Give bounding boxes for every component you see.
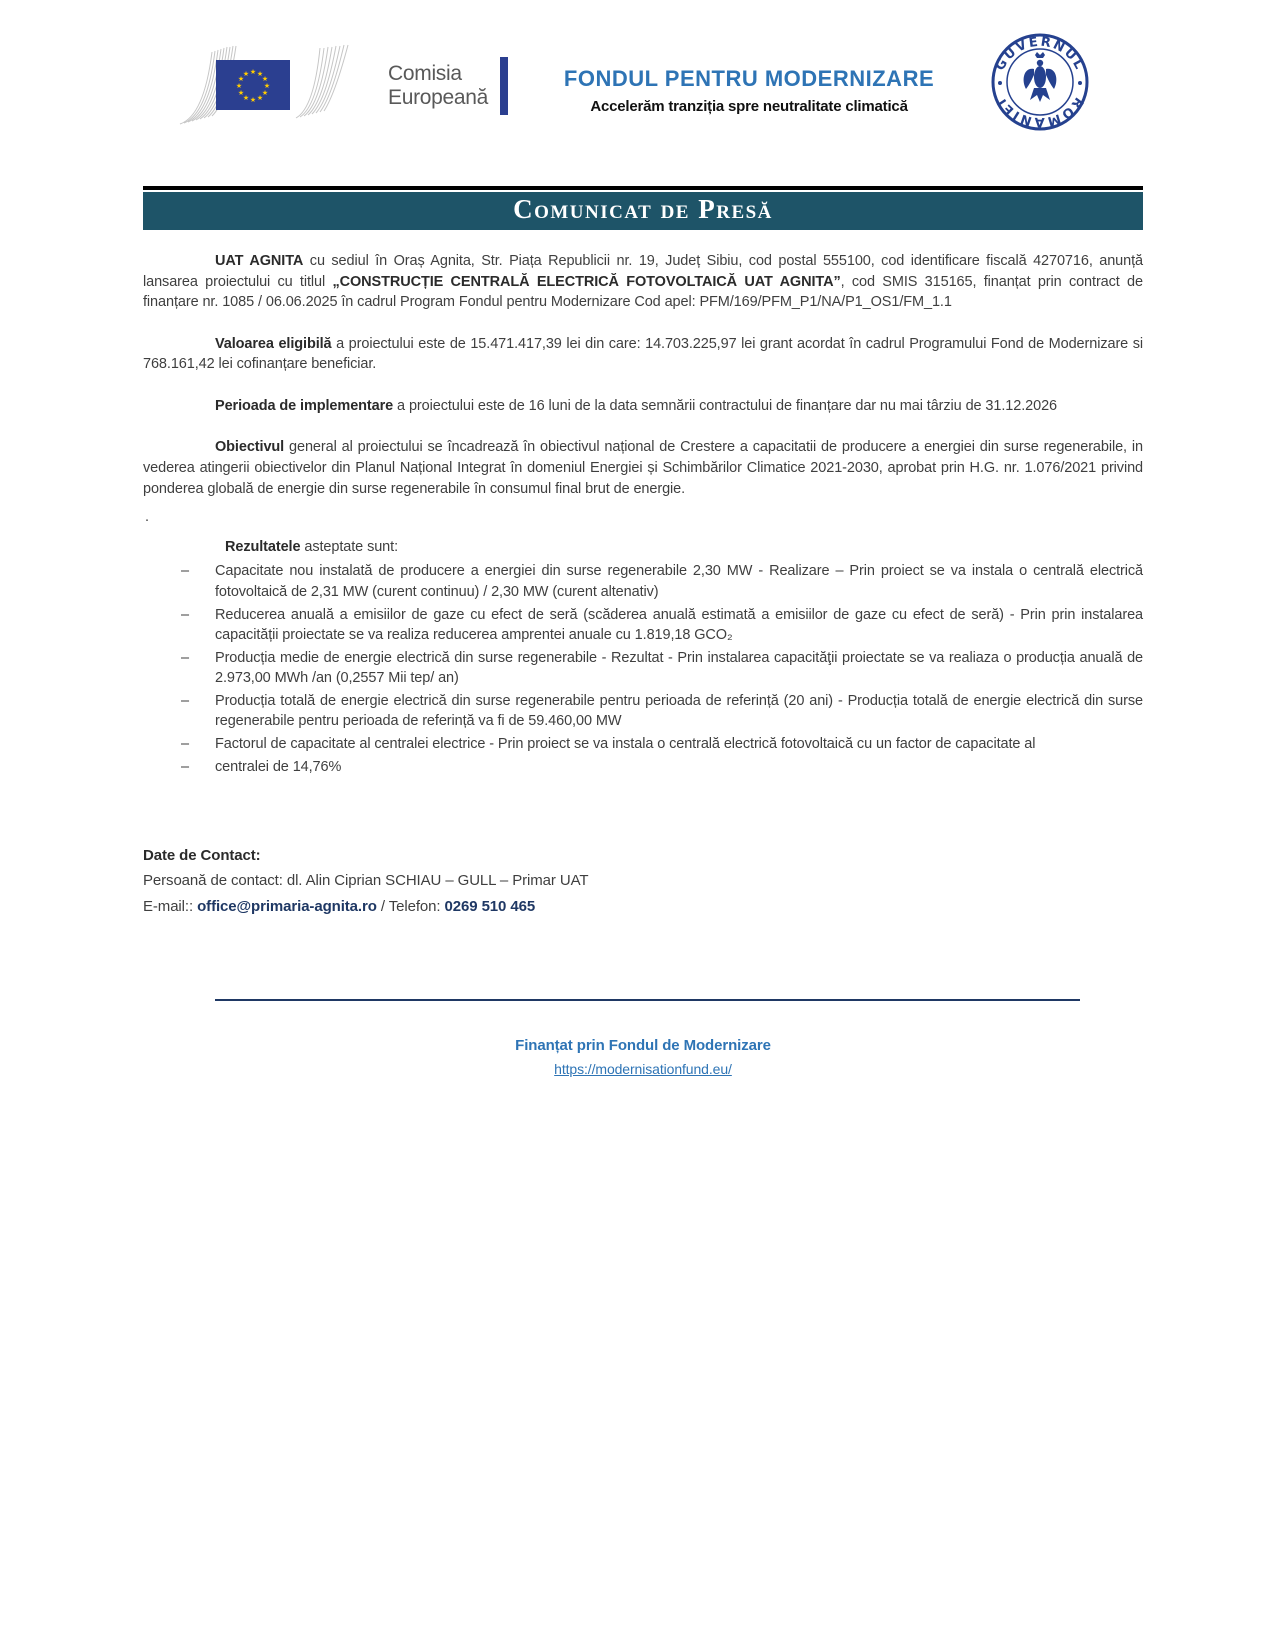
period-label: Perioada de implementare [215, 397, 394, 414]
dash-marker: – [181, 649, 189, 666]
stray-dot: . [145, 509, 149, 526]
paragraph-intro [143, 251, 1143, 313]
result-item [143, 757, 1143, 778]
results-heading-rest: asteptate sunt: [300, 538, 399, 555]
eu-flag-icon [178, 38, 378, 134]
title-banner-zone [143, 186, 1143, 230]
eu-name-line2: Europeană [388, 86, 489, 109]
eu-commission-name [388, 62, 488, 110]
svg-text:★: ★ [256, 70, 264, 78]
objective-label: Obiectivul [215, 439, 285, 456]
svg-text:GUVERNUL: GUVERNUL [992, 34, 1088, 74]
result-item-text: Reducerea anuală a emisiilor de gaze cu efect de seră (scăderea anuală estimată a emisiilor de gaze cu efect de seră) - Prin prin instalarea capacității proiectate se va realiza reducerea amprentei anuale cu 1.819,18 GCO₂ [215, 606, 1143, 644]
result-item [143, 605, 1143, 646]
program-subtitle: Accelerăm tranziția spre neutralitate climatică [590, 98, 908, 115]
contact-section [143, 845, 1143, 917]
dash-marker: – [181, 563, 189, 580]
program-title: FONDUL PENTRU MODERNIZARE [563, 66, 935, 91]
contact-person: Persoană de contact: dl. Alin Ciprian SCHIAU – GULL – Primar UAT [143, 872, 589, 890]
svg-text:★: ★ [261, 89, 269, 97]
intro-text-2: , cod SMIS 315165, finanțat prin contract de finanțare nr. 1085 / 06.06.2025 în cadrul Program Fondul pentru Modernizare Cod apel: PFM/169/PFM_P1/NA/P1_OS1/FM_1.1 [143, 273, 1143, 311]
dash-marker: – [181, 692, 189, 709]
eu-name-line1: Comisia [388, 61, 462, 85]
paragraph-value [143, 334, 1143, 375]
romanian-government-seal-icon [990, 30, 1090, 134]
results-heading [143, 537, 1143, 558]
press-release-title: Comunicat de Presă [143, 192, 1143, 230]
intro-text-1: cu sediul în Oraș Agnita, Str. Piața Republicii nr. 19, Județ Sibiu, cod postal 555100, cod identificare fiscală 4270716, anunță lansarea proiectului cu titlul [143, 253, 1143, 290]
email-label: E-mail:: [143, 897, 198, 915]
objective-text: general al proiectului se încadrează în obiectivul național de Crestere a capacitatii de producere a energiei din surse regenerabile, in vederea atingerii obiectivelor din Planul Național Integrat în domeniul Energiei și Schimbărilor Climatice 2021-2030, aprobat prin H.G. nr. 1.076/2021 privind ponderea globală de energie din surse regenerabile în consumul final brut de energie. [143, 439, 1143, 497]
dash-marker: – [181, 758, 189, 775]
result-item-text: Factorul de capacitate al centralei electrice - Prin proiect se va instala o centrală electrică fotovoltaică cu un factor de capacitate al [215, 735, 1036, 752]
paragraph-period [143, 396, 1143, 417]
email-link[interactable]: office@primaria-agnita.ro [197, 897, 377, 915]
svg-text:★: ★ [237, 75, 245, 83]
svg-text:★: ★ [249, 96, 257, 104]
results-list [143, 561, 1143, 777]
result-item [143, 561, 1143, 602]
svg-text:★: ★ [256, 94, 264, 102]
results-heading-lead: Rezultatele [225, 538, 301, 555]
svg-text:ROMÂNIEI: ROMÂNIEI [993, 94, 1086, 130]
eu-logo-bar [500, 57, 508, 115]
svg-text:★: ★ [263, 82, 271, 90]
period-text: a proiectului este de 16 luni de la data semnării contractului de finanțare dar nu mai târziu de 31.12.2026 [393, 397, 1058, 414]
project-title: „CONSTRUCȚIE CENTRALĂ ELECTRICĂ FOTOVOLTAICĂ UAT AGNITA” [332, 273, 841, 290]
contact-email-line [143, 896, 1143, 917]
result-item-text: Producția totală de energie electrică din surse regenerabile pentru perioada de referință (20 ani) - Producția totală de energie electrică din surse regenerabile pentru perioada de referință va fi de 59.460,00 MW [215, 692, 1143, 730]
funded-by-text: Finanțat prin Fondul de Modernizare [515, 1037, 771, 1055]
result-item [143, 691, 1143, 732]
phone-label: / Telefon: [376, 897, 445, 915]
svg-text:★: ★ [242, 70, 250, 78]
result-item [143, 734, 1143, 755]
program-header [508, 38, 990, 115]
result-item-text: centralei de 14,76% [215, 758, 342, 775]
result-item-text: Capacitate nou instalată de producere a energiei din surse regenerabile 2,30 MW - Realizare – Prin proiect se va instala o centrală electrică fotovoltaică de 2,31 MW (curent continuu) / 2,30 MW (curent altenativ) [215, 563, 1143, 600]
contact-heading: Date de Contact: [143, 847, 261, 865]
banner-top-rule [143, 186, 1143, 190]
document-body [143, 251, 1143, 1080]
svg-text:★: ★ [242, 94, 250, 102]
phone-number: 0269 510 465 [444, 897, 536, 915]
beneficiary-name: UAT AGNITA [215, 253, 304, 269]
dash-marker: – [181, 735, 189, 752]
svg-text:★: ★ [235, 82, 243, 90]
value-label: Valoarea eligibilă [215, 335, 332, 352]
footer-rule [215, 999, 1080, 1001]
result-item [143, 648, 1143, 689]
modernisation-fund-link[interactable]: https://modernisationfund.eu/ [554, 1061, 732, 1078]
svg-text:★: ★ [237, 89, 245, 97]
result-item-text: Producția medie de energie electrică din surse regenerabile - Rezultat - Prin instalarea capacităţii proiectate se va realiaza o producția anuală de 2.973,00 MWh /an (0,2557 Mii tep/ an) [215, 649, 1143, 687]
paragraph-objective [143, 437, 1143, 499]
european-commission-logo [178, 38, 508, 134]
dash-marker: – [181, 606, 189, 623]
svg-text:★: ★ [249, 68, 257, 76]
svg-text:★: ★ [261, 75, 269, 83]
document-header [0, 0, 1275, 134]
value-text: a proiectului este de 15.471.417,39 lei din care: 14.703.225,97 lei grant acordat în cadrul Programului Fond de Modernizare si 768.161,42 lei cofinanțare beneficiar. [143, 335, 1143, 373]
